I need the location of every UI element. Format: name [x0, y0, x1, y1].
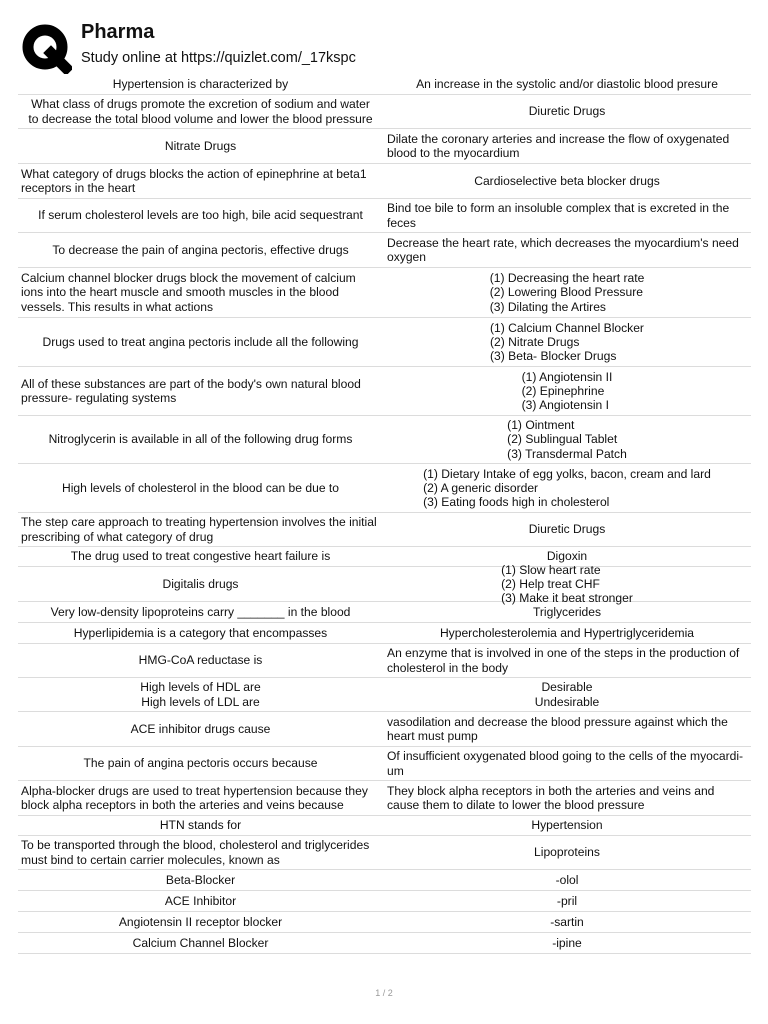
- flashcard-definition: [383, 562, 751, 606]
- quizlet-q-logo-icon: [20, 22, 72, 74]
- flashcard-definition: Hypercholesterolemia and Hypertriglyceridemia: [439, 625, 695, 640]
- flashcard-definition: Cardioselective beta blocker drugs: [474, 173, 660, 188]
- flashcard-definition: They block alpha receptors in both the arteries and veins and cause them to dilate to lower the blood pressure: [387, 783, 715, 812]
- flashcard-term: To be transported through the blood, cholesterol and triglycerides must bind to certain carrier molecules, known as: [21, 838, 370, 867]
- flashcard-term: Nitrate Drugs: [164, 138, 237, 153]
- flashcard-term: HMG-CoA reductase is: [138, 653, 263, 668]
- flashcard-term: Beta-Blocker: [165, 872, 236, 887]
- flashcard-definition: Triglycerides: [532, 604, 602, 619]
- definition-list: (1) Slow heart rate (2) Help treat CHF (3) Make it beat stronger: [501, 562, 633, 606]
- flashcard-term: All of these substances are part of the body's own natural blood pressure- regulating systems: [21, 376, 361, 405]
- flashcard-row: [18, 678, 751, 712]
- flashcard-row: [18, 816, 751, 836]
- flashcard-definition: Digoxin: [546, 549, 588, 564]
- definition-list: (1) Calcium Channel Blocker (2) Nitrate Drugs (3) Beta- Blocker Drugs: [490, 320, 644, 364]
- flashcard-row: [18, 233, 751, 268]
- flashcard-row: [18, 464, 751, 513]
- flashcard-row: [18, 912, 751, 933]
- flashcard-table: [18, 74, 751, 954]
- flashcard-term: Calcium Channel Blocker: [132, 935, 269, 950]
- flashcard-row: [18, 416, 751, 464]
- flashcard-row: [18, 367, 751, 416]
- flashcard-term: If serum cholesterol levels are too high, bile acid sequestrant: [38, 208, 363, 223]
- flashcard-definition: Of insufficient oxygenated blood going to the cells of the myocardi- um: [387, 749, 744, 778]
- definition-list: (1) Angiotensin II (2) Epinephrine (3) Angiotensin I: [521, 369, 613, 413]
- flashcard-row: [18, 602, 751, 623]
- definition-list: (1) Decreasing the heart rate (2) Lowering Blood Pressure (3) Dilating the Artires: [489, 271, 645, 314]
- flashcard-row: [18, 623, 751, 644]
- flashcard-row: [18, 199, 751, 233]
- flashcard-definition: -olol: [555, 872, 579, 887]
- page-indicator: 1 / 2: [375, 988, 393, 998]
- flashcard-row: [18, 129, 751, 164]
- flashcard-definition: An increase in the systolic and/or diastolic blood presure: [416, 76, 718, 91]
- flashcard-definition: [383, 416, 751, 463]
- flashcard-row: [18, 933, 751, 954]
- flashcard-row: [18, 836, 751, 870]
- flashcard-term: The step care approach to treating hypertension involves the initial prescribing of what category of drug: [21, 515, 377, 544]
- flashcard-term: ACE Inhibitor: [164, 893, 237, 908]
- flashcard-definition: Dilate the coronary arteries and increase the flow of oxygenated blood to the myocardium: [387, 131, 730, 160]
- flashcard-term: What category of drugs blocks the action of epinephrine at beta1 receptors in the heart: [21, 166, 367, 195]
- flashcard-term: Very low-density lipoproteins carry _______ in the blood: [50, 604, 351, 619]
- flashcard-term: Hypertension is characterized by: [112, 76, 289, 91]
- flashcard-row: [18, 781, 751, 816]
- flashcard-row: [18, 712, 751, 747]
- flashcard-row: [18, 747, 751, 781]
- study-online-link[interactable]: Study online at https://quizlet.com/_17kspc: [81, 50, 356, 66]
- flashcard-term: Drugs used to treat angina pectoris include all the following: [42, 334, 359, 349]
- flashcard-definition: An enzyme that is involved in one of the steps in the production of cholesterol in the body: [387, 646, 740, 675]
- flashcard-definition: Hypertension: [531, 818, 603, 833]
- flashcard-definition: -sartin: [550, 914, 584, 929]
- set-title: Pharma: [81, 21, 155, 43]
- definition-list: (1) Dietary Intake of egg yolks, bacon, cream and lard (2) A generic disorder (3) Eating foods high in cholesterol: [423, 466, 711, 510]
- flashcard-row: [18, 95, 751, 129]
- flashcard-definition: [383, 318, 751, 366]
- flashcard-row: [18, 74, 751, 95]
- flashcard-row: [18, 644, 751, 678]
- flashcard-definition: -pril: [556, 893, 578, 908]
- flashcard-term: To decrease the pain of angina pectoris, effective drugs: [52, 242, 349, 257]
- flashcard-definition: [383, 268, 751, 317]
- flashcard-row: [18, 870, 751, 891]
- flashcard-definition: Decrease the heart rate, which decreases the myocardium's need oxygen: [387, 235, 739, 264]
- flashcard-row: [18, 164, 751, 199]
- flashcard-term: Nitroglycerin is available in all of the following drug forms: [48, 432, 353, 447]
- definition-list: (1) Ointment (2) Sublingual Tablet (3) Transdermal Patch: [507, 418, 627, 461]
- flashcard-term: Digitalis drugs: [162, 576, 239, 591]
- flashcard-term: The pain of angina pectoris occurs because: [83, 756, 318, 771]
- flashcard-definition: Lipoproteins: [534, 845, 600, 860]
- flashcard-term: Calcium channel blocker drugs block the movement of calcium ions into the heart muscle and smooth muscles in the blood vessels. This results in what actions: [21, 271, 356, 314]
- flashcard-term: ACE inhibitor drugs cause: [130, 721, 271, 736]
- flashcard-definition: [383, 367, 751, 415]
- flashcard-term: Alpha-blocker drugs are used to treat hypertension because they block alpha receptors in both the arteries and veins because: [21, 783, 368, 812]
- flashcard-term: HTN stands for: [159, 818, 242, 833]
- flashcard-definition: Bind toe bile to form an insoluble complex that is excreted in the feces: [387, 201, 730, 230]
- flashcard-row: [18, 513, 751, 547]
- flashcard-row: [18, 318, 751, 367]
- flashcard-row: [18, 547, 751, 567]
- flashcard-row: [18, 562, 751, 606]
- flashcard-definition: [383, 464, 751, 512]
- page-header: [0, 0, 768, 76]
- flashcard-term: What class of drugs promote the excretion of sodium and water to decrease the total blood volume and lower the blood pressure: [28, 97, 373, 126]
- flashcard-term: High levels of cholesterol in the blood can be due to: [62, 480, 339, 495]
- flashcard-row: [18, 268, 751, 318]
- flashcard-row: [18, 891, 751, 912]
- flashcard-definition: Diuretic Drugs: [528, 522, 606, 537]
- flashcard-definition: Diuretic Drugs: [528, 104, 606, 119]
- flashcard-term: High levels of HDL are High levels of LDL are: [140, 680, 261, 709]
- flashcard-definition: vasodilation and decrease the blood pressure against which the heart must pump: [387, 714, 728, 743]
- flashcard-term: Angiotensin II receptor blocker: [118, 914, 283, 929]
- flashcard-term: Hyperlipidemia is a category that encompasses: [73, 625, 328, 640]
- flashcard-term: The drug used to treat congestive heart failure is: [70, 549, 331, 564]
- flashcard-definition: -ipine: [552, 935, 582, 950]
- flashcard-definition: Desirable Undesirable: [534, 680, 600, 709]
